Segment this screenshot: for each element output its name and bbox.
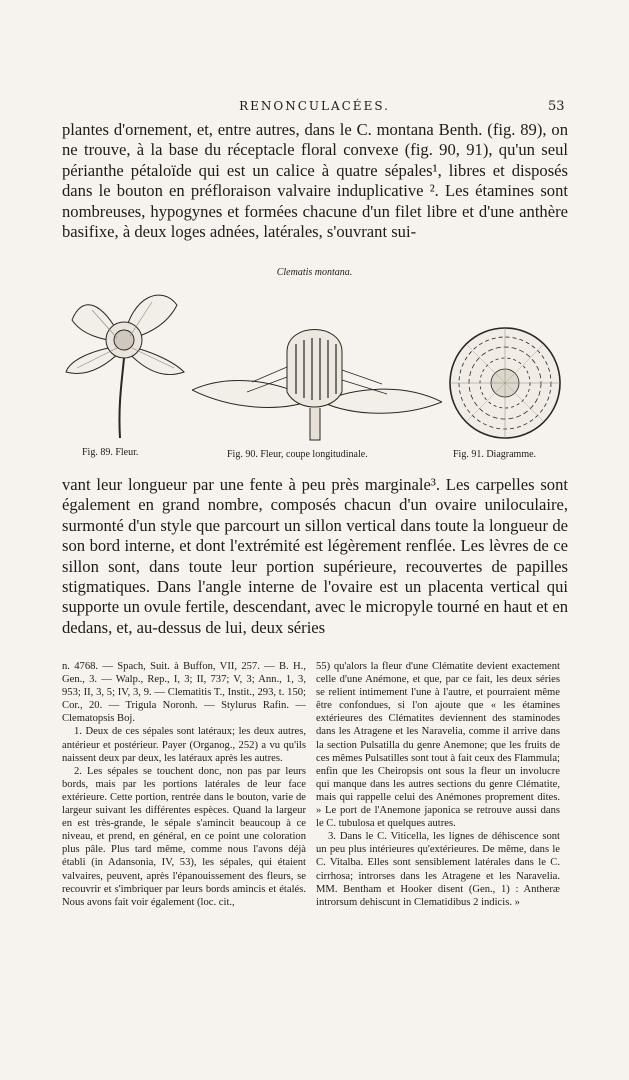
paragraph-text: plantes d'ornement, et, entre autres, dans le C. montana Benth. (fig. 89), on ne trouve, à la base du réceptacle floral convexe (fig. 90, 91), qu'un seul périanthe pétaloïde qui est un calice à quatre sépales¹, libres et disposés dans le bouton en préfloraison valvaire induplicative ². Les étamines sont nombreuses, hypogynes et formées chacune d'un filet libre et d'une anthère basifixe, à deux loges adnées, latérales, s'ouvrant sui- [62, 120, 568, 242]
footnote-3: 3. Dans le C. Viticella, les lignes de déhiscence sont un peu plus intérieures qu'extérieures. De même, dans le C. Vitalba. Elles sont sensiblement latérales dans le C. cirrhosa; introrses dans les Atragene et les Naravelia. MM. Bentham et Hooker disent (Gen., 1) : Antheræ introrsum dehiscunt in Clematidibus 2 indicis. » [316, 831, 560, 908]
footnote-citation: n. 4768. — Spach, Suit. à Buffon, VII, 257. — B. H., Gen., 3. — Walp., Rep., I, 3; II, 737; V, 3; Ann., 1, 3, 953; II, 3, 5; IV, 3, 9. — Clematitis T., Instit., 293, t. 150; Cor., 20. — Trigula Noronh. — Stylurus Rafin. — Clematopsis Boj. [62, 661, 306, 725]
page-number: 53 [548, 99, 565, 114]
paragraph-text: vant leur longueur par une fente à peu près marginale³. Les carpelles sont également en grand nombre, composés chacun d'un ovaire uniloculaire, surmonté d'un style que parcourt un sillon vertical dans toute la longueur de son bord interne, et dont l'extrémité est légèrement renflée. Les lèvres de ce sillon sont, dans toute leur portion supérieure, recouvertes de papilles stigmatiques. Dans l'angle interne de l'ovaire est un placenta vertical qui supporte un ovule fertile, descendant, avec le micropyle tourné en haut et en dedans, et, au-dessus de lui, deux séries [62, 475, 568, 637]
figure-89-flower-illustration [62, 280, 192, 440]
footnotes-left-column [62, 660, 306, 909]
figure-91-label: Fig. 91. Diagramme. [453, 449, 537, 460]
footnote-2-continued: 55) qu'alors la fleur d'une Clématite devient exactement celle d'une Anémone, et que, par ce fait, les deux séries se relient intimement l'une à l'autre, et pourraient même être confondues, si l'on ajoute que « les étamines extérieures des Clématites deviennent des staminodes dans les Atragene et les Naravelia, comme il arrive dans la section Pulsatilla du genre Anemone; que les fruits de ces mêmes Pulsatilles sont tout à fait ceux des Flammula; enfin que les Cheiropsis ont sous la fleur un involucre qui manque dans les autres sections du genre Clématite, mais qui rappelle celui des Anémones proprement dites. » Le port de l'Anemone japonica se retrouve aussi dans le C. tubulosa et quelques autres. [316, 661, 560, 830]
body-paragraph-top [62, 120, 568, 252]
figure-90-label: Fig. 90. Fleur, coupe longitudinale. [227, 449, 368, 460]
running-head: RENONCULACÉES. [239, 99, 390, 113]
footnote-1: 1. Deux de ces sépales sont latéraux; les deux autres, antérieur et postérieur. Payer (Organog., 252) a vu qu'ils naissent deux par deux, les latéraux après les autres. [62, 726, 306, 764]
section-drawing [192, 312, 442, 444]
figure-89-label: Fig. 89. Fleur. [82, 447, 139, 458]
footnotes-right-column [316, 660, 560, 909]
floral-diagram-drawing [448, 326, 562, 440]
flower-drawing [62, 280, 192, 440]
figure-91-diagram-illustration [448, 326, 562, 440]
body-paragraph-middle [62, 475, 568, 645]
figure-title: Clematis montana. [276, 267, 353, 278]
figure-90-section-illustration [192, 312, 442, 444]
footnote-2: 2. Les sépales se touchent donc, non pas par leurs bords, mais par les portions latérales de leur face extérieure. Cette portion, rentrée dans le bouton, varie de largeur suivant les différentes espèces. Quand la largeur en est très-grande, le sépale s'amincit beaucoup à ce niveau, et prend, en général, en ce point une coloration plus pâle. Plus tard même, comme nous l'avons déjà établi (in Adansonia, IV, 53), les sépales, qui étaient valvaires, peuvent, après l'épanouissement des fleurs, se recouvrir et s'imbriquer par leurs bords amincis et étalés. Nous avons fait voir également (loc. cit., [62, 765, 306, 908]
